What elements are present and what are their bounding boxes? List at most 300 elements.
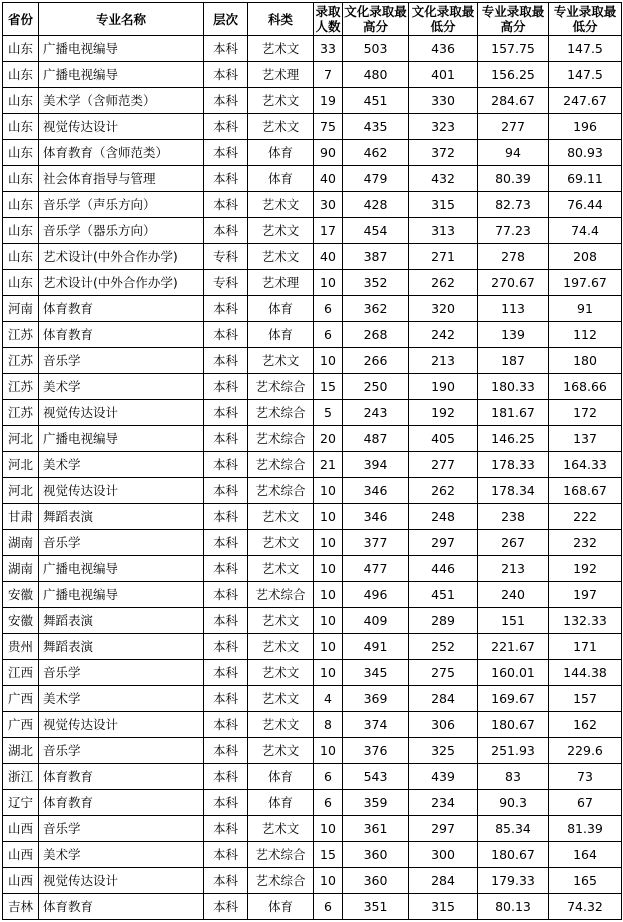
cell-culture-max: 543 (343, 764, 409, 790)
cell-major-max: 82.73 (478, 192, 549, 218)
cell-province: 山西 (3, 868, 39, 894)
cell-major-name: 音乐学（器乐方向） (39, 218, 204, 244)
cell-major-max: 213 (478, 556, 549, 582)
cell-category: 艺术文 (248, 504, 314, 530)
cell-admitted-count: 33 (314, 36, 343, 62)
cell-major-max: 270.67 (478, 270, 549, 296)
cell-province: 山东 (3, 270, 39, 296)
cell-culture-min: 192 (409, 400, 478, 426)
cell-province: 浙江 (3, 764, 39, 790)
cell-category: 艺术文 (248, 348, 314, 374)
header-category: 科类 (248, 3, 314, 36)
table-row (3, 478, 622, 504)
cell-admitted-count: 10 (314, 478, 343, 504)
cell-province: 安徽 (3, 582, 39, 608)
cell-category: 体育 (248, 764, 314, 790)
cell-culture-min: 323 (409, 114, 478, 140)
cell-level: 本科 (204, 608, 248, 634)
cell-level: 本科 (204, 894, 248, 920)
cell-major-name: 视觉传达设计 (39, 114, 204, 140)
cell-major-max: 169.67 (478, 686, 549, 712)
cell-culture-min: 401 (409, 62, 478, 88)
cell-level: 本科 (204, 816, 248, 842)
cell-culture-min: 248 (409, 504, 478, 530)
cell-major-min: 157 (549, 686, 622, 712)
cell-level: 本科 (204, 114, 248, 140)
cell-level: 本科 (204, 140, 248, 166)
header-level: 层次 (204, 3, 248, 36)
cell-category: 艺术文 (248, 816, 314, 842)
cell-major-min: 232 (549, 530, 622, 556)
cell-category: 体育 (248, 166, 314, 192)
cell-province: 河北 (3, 426, 39, 452)
cell-admitted-count: 20 (314, 426, 343, 452)
cell-category: 艺术文 (248, 738, 314, 764)
cell-level: 本科 (204, 790, 248, 816)
cell-admitted-count: 6 (314, 322, 343, 348)
cell-culture-min: 432 (409, 166, 478, 192)
cell-culture-max: 387 (343, 244, 409, 270)
cell-province: 江苏 (3, 400, 39, 426)
cell-major-max: 251.93 (478, 738, 549, 764)
header-admitted-count: 录取人数 (315, 4, 341, 34)
cell-major-max: 113 (478, 296, 549, 322)
cell-major-name: 体育教育 (39, 296, 204, 322)
cell-admitted-count: 10 (314, 738, 343, 764)
cell-major-max: 221.67 (478, 634, 549, 660)
cell-major-min: 74.4 (549, 218, 622, 244)
cell-culture-min: 271 (409, 244, 478, 270)
cell-culture-max: 479 (343, 166, 409, 192)
cell-major-name: 视觉传达设计 (39, 478, 204, 504)
table-row (3, 270, 622, 296)
cell-culture-max: 487 (343, 426, 409, 452)
cell-major-min: 196 (549, 114, 622, 140)
cell-culture-max: 369 (343, 686, 409, 712)
cell-province: 山东 (3, 192, 39, 218)
cell-culture-min: 451 (409, 582, 478, 608)
cell-major-max: 139 (478, 322, 549, 348)
table-row (3, 36, 622, 62)
cell-culture-min: 325 (409, 738, 478, 764)
cell-major-min: 180 (549, 348, 622, 374)
cell-level: 本科 (204, 218, 248, 244)
cell-culture-min: 284 (409, 686, 478, 712)
cell-province: 安徽 (3, 608, 39, 634)
cell-culture-min: 277 (409, 452, 478, 478)
cell-major-name: 广播电视编导 (39, 426, 204, 452)
cell-admitted-count: 30 (314, 192, 343, 218)
cell-level: 本科 (204, 582, 248, 608)
cell-major-max: 146.25 (478, 426, 549, 452)
cell-culture-min: 405 (409, 426, 478, 452)
cell-category: 艺术文 (248, 218, 314, 244)
cell-culture-min: 297 (409, 530, 478, 556)
cell-category: 艺术文 (248, 608, 314, 634)
cell-major-min: 192 (549, 556, 622, 582)
cell-culture-max: 243 (343, 400, 409, 426)
cell-major-name: 艺术设计(中外合作办学) (39, 270, 204, 296)
cell-culture-max: 351 (343, 894, 409, 920)
cell-level: 本科 (204, 738, 248, 764)
cell-culture-max: 360 (343, 868, 409, 894)
cell-province: 河北 (3, 478, 39, 504)
cell-province: 山东 (3, 36, 39, 62)
cell-major-max: 267 (478, 530, 549, 556)
cell-culture-min: 213 (409, 348, 478, 374)
cell-major-name: 广播电视编导 (39, 36, 204, 62)
cell-major-name: 美术学 (39, 842, 204, 868)
cell-culture-max: 394 (343, 452, 409, 478)
cell-major-min: 164.33 (549, 452, 622, 478)
cell-major-name: 社会体育指导与管理 (39, 166, 204, 192)
cell-level: 本科 (204, 530, 248, 556)
cell-major-name: 体育教育 (39, 894, 204, 920)
cell-major-min: 168.67 (549, 478, 622, 504)
cell-major-max: 278 (478, 244, 549, 270)
cell-category: 艺术综合 (248, 374, 314, 400)
cell-admitted-count: 17 (314, 218, 343, 244)
cell-major-max: 77.23 (478, 218, 549, 244)
cell-major-name: 音乐学 (39, 738, 204, 764)
cell-major-name: 美术学 (39, 374, 204, 400)
table-row (3, 140, 622, 166)
cell-culture-min: 297 (409, 816, 478, 842)
cell-major-min: 73 (549, 764, 622, 790)
table-row (3, 634, 622, 660)
cell-level: 本科 (204, 842, 248, 868)
cell-culture-max: 362 (343, 296, 409, 322)
cell-major-max: 238 (478, 504, 549, 530)
table-row (3, 868, 622, 894)
cell-admitted-count: 10 (314, 816, 343, 842)
cell-culture-min: 306 (409, 712, 478, 738)
cell-level: 专科 (204, 244, 248, 270)
cell-category: 艺术综合 (248, 400, 314, 426)
cell-major-min: 69.11 (549, 166, 622, 192)
cell-category: 艺术文 (248, 556, 314, 582)
cell-culture-min: 284 (409, 868, 478, 894)
cell-category: 艺术文 (248, 686, 314, 712)
cell-category: 体育 (248, 322, 314, 348)
cell-major-max: 180.33 (478, 374, 549, 400)
cell-major-max: 90.3 (478, 790, 549, 816)
cell-major-max: 178.33 (478, 452, 549, 478)
cell-major-name: 音乐学 (39, 816, 204, 842)
cell-province: 湖北 (3, 738, 39, 764)
cell-admitted-count: 10 (314, 660, 343, 686)
cell-major-name: 视觉传达设计 (39, 868, 204, 894)
table-row (3, 244, 622, 270)
cell-culture-min: 315 (409, 894, 478, 920)
cell-major-max: 178.34 (478, 478, 549, 504)
cell-category: 艺术综合 (248, 842, 314, 868)
cell-level: 本科 (204, 88, 248, 114)
cell-major-min: 147.5 (549, 36, 622, 62)
cell-admitted-count: 6 (314, 894, 343, 920)
cell-culture-max: 345 (343, 660, 409, 686)
cell-culture-max: 377 (343, 530, 409, 556)
cell-category: 艺术文 (248, 88, 314, 114)
header-major-max: 专业录取最高分 (478, 3, 549, 36)
cell-admitted-count: 4 (314, 686, 343, 712)
cell-major-min: 162 (549, 712, 622, 738)
cell-major-name: 视觉传达设计 (39, 712, 204, 738)
cell-category: 艺术文 (248, 530, 314, 556)
table-row (3, 712, 622, 738)
cell-admitted-count: 6 (314, 790, 343, 816)
table-row (3, 452, 622, 478)
cell-major-max: 80.39 (478, 166, 549, 192)
cell-culture-max: 435 (343, 114, 409, 140)
cell-category: 艺术综合 (248, 868, 314, 894)
cell-level: 本科 (204, 166, 248, 192)
cell-major-max: 277 (478, 114, 549, 140)
cell-category: 艺术文 (248, 244, 314, 270)
cell-major-min: 165 (549, 868, 622, 894)
cell-category: 艺术文 (248, 660, 314, 686)
cell-level: 本科 (204, 426, 248, 452)
cell-culture-max: 360 (343, 842, 409, 868)
cell-province: 山西 (3, 816, 39, 842)
cell-level: 本科 (204, 764, 248, 790)
cell-culture-min: 315 (409, 192, 478, 218)
cell-province: 河北 (3, 452, 39, 478)
cell-major-min: 222 (549, 504, 622, 530)
cell-admitted-count: 40 (314, 166, 343, 192)
cell-admitted-count: 21 (314, 452, 343, 478)
cell-category: 艺术综合 (248, 426, 314, 452)
cell-major-name: 音乐学 (39, 348, 204, 374)
header-major-min: 专业录取最低分 (549, 3, 622, 36)
cell-major-name: 舞蹈表演 (39, 634, 204, 660)
cell-admitted-count: 10 (314, 556, 343, 582)
cell-province: 山东 (3, 140, 39, 166)
cell-major-min: 171 (549, 634, 622, 660)
cell-major-max: 80.13 (478, 894, 549, 920)
cell-major-min: 172 (549, 400, 622, 426)
cell-culture-min: 275 (409, 660, 478, 686)
cell-province: 山东 (3, 62, 39, 88)
cell-culture-max: 477 (343, 556, 409, 582)
cell-major-max: 179.33 (478, 868, 549, 894)
cell-major-min: 81.39 (549, 816, 622, 842)
cell-level: 本科 (204, 400, 248, 426)
cell-major-min: 197.67 (549, 270, 622, 296)
cell-major-max: 180.67 (478, 712, 549, 738)
cell-culture-min: 446 (409, 556, 478, 582)
cell-culture-max: 454 (343, 218, 409, 244)
cell-admitted-count: 40 (314, 244, 343, 270)
table-row (3, 166, 622, 192)
cell-major-min: 168.66 (549, 374, 622, 400)
table-row (3, 62, 622, 88)
cell-culture-min: 436 (409, 36, 478, 62)
cell-culture-max: 266 (343, 348, 409, 374)
cell-level: 本科 (204, 868, 248, 894)
cell-admitted-count: 75 (314, 114, 343, 140)
cell-culture-max: 361 (343, 816, 409, 842)
cell-admitted-count: 19 (314, 88, 343, 114)
cell-admitted-count: 10 (314, 868, 343, 894)
cell-major-max: 240 (478, 582, 549, 608)
cell-culture-max: 376 (343, 738, 409, 764)
cell-category: 艺术综合 (248, 452, 314, 478)
header-culture-max: 文化录取最高分 (344, 4, 407, 34)
cell-category: 艺术文 (248, 192, 314, 218)
cell-major-name: 舞蹈表演 (39, 504, 204, 530)
cell-level: 本科 (204, 452, 248, 478)
cell-major-name: 广播电视编导 (39, 62, 204, 88)
cell-level: 本科 (204, 556, 248, 582)
cell-admitted-count: 10 (314, 504, 343, 530)
cell-province: 贵州 (3, 634, 39, 660)
cell-admitted-count: 10 (314, 530, 343, 556)
table-row (3, 296, 622, 322)
cell-major-name: 艺术设计(中外合作办学) (39, 244, 204, 270)
cell-province: 吉林 (3, 894, 39, 920)
cell-admitted-count: 6 (314, 296, 343, 322)
header-province: 省份 (3, 3, 39, 36)
cell-major-max: 187 (478, 348, 549, 374)
header-culture-min: 文化录取最低分 (409, 3, 478, 36)
table-row (3, 582, 622, 608)
cell-province: 山东 (3, 88, 39, 114)
cell-category: 体育 (248, 790, 314, 816)
cell-admitted-count: 5 (314, 400, 343, 426)
cell-major-min: 76.44 (549, 192, 622, 218)
header-row (3, 3, 622, 36)
cell-category: 艺术文 (248, 114, 314, 140)
cell-category: 艺术文 (248, 36, 314, 62)
cell-level: 本科 (204, 634, 248, 660)
cell-major-max: 151 (478, 608, 549, 634)
cell-major-name: 体育教育 (39, 322, 204, 348)
cell-category: 艺术文 (248, 712, 314, 738)
cell-culture-max: 346 (343, 478, 409, 504)
cell-culture-max: 359 (343, 790, 409, 816)
cell-level: 本科 (204, 36, 248, 62)
cell-province: 山东 (3, 218, 39, 244)
cell-major-max: 83 (478, 764, 549, 790)
cell-culture-min: 242 (409, 322, 478, 348)
cell-province: 广西 (3, 686, 39, 712)
cell-major-min: 247.67 (549, 88, 622, 114)
cell-major-name: 美术学 (39, 452, 204, 478)
cell-major-min: 137 (549, 426, 622, 452)
cell-major-name: 音乐学 (39, 530, 204, 556)
cell-culture-max: 268 (343, 322, 409, 348)
cell-culture-min: 372 (409, 140, 478, 166)
cell-admitted-count: 8 (314, 712, 343, 738)
cell-culture-min: 234 (409, 790, 478, 816)
table-body (3, 36, 622, 920)
cell-major-name: 广播电视编导 (39, 556, 204, 582)
table-row (3, 374, 622, 400)
cell-category: 体育 (248, 894, 314, 920)
cell-admitted-count: 7 (314, 62, 343, 88)
table-row (3, 504, 622, 530)
cell-major-min: 112 (549, 322, 622, 348)
cell-major-name: 美术学（含师范类） (39, 88, 204, 114)
table-row (3, 738, 622, 764)
cell-major-min: 80.93 (549, 140, 622, 166)
cell-province: 江苏 (3, 322, 39, 348)
cell-major-name: 视觉传达设计 (39, 400, 204, 426)
table-row (3, 400, 622, 426)
cell-culture-max: 480 (343, 62, 409, 88)
cell-major-min: 67 (549, 790, 622, 816)
cell-province: 辽宁 (3, 790, 39, 816)
table-row (3, 322, 622, 348)
table-row (3, 348, 622, 374)
cell-major-max: 85.34 (478, 816, 549, 842)
cell-major-max: 284.67 (478, 88, 549, 114)
cell-major-name: 体育教育（含师范类） (39, 140, 204, 166)
cell-province: 江苏 (3, 374, 39, 400)
cell-major-min: 229.6 (549, 738, 622, 764)
cell-level: 本科 (204, 478, 248, 504)
cell-level: 本科 (204, 504, 248, 530)
cell-category: 体育 (248, 140, 314, 166)
cell-level: 本科 (204, 192, 248, 218)
cell-category: 艺术理 (248, 62, 314, 88)
cell-level: 本科 (204, 374, 248, 400)
cell-culture-max: 409 (343, 608, 409, 634)
cell-culture-max: 503 (343, 36, 409, 62)
cell-level: 本科 (204, 686, 248, 712)
cell-culture-max: 496 (343, 582, 409, 608)
table-row (3, 816, 622, 842)
cell-major-max: 94 (478, 140, 549, 166)
cell-major-name: 广播电视编导 (39, 582, 204, 608)
cell-culture-min: 190 (409, 374, 478, 400)
cell-level: 本科 (204, 348, 248, 374)
cell-culture-min: 252 (409, 634, 478, 660)
cell-level: 本科 (204, 660, 248, 686)
table-row (3, 660, 622, 686)
cell-province: 江西 (3, 660, 39, 686)
cell-major-min: 144.38 (549, 660, 622, 686)
cell-culture-min: 300 (409, 842, 478, 868)
cell-province: 湖南 (3, 530, 39, 556)
cell-major-name: 音乐学 (39, 660, 204, 686)
cell-admitted-count: 6 (314, 764, 343, 790)
cell-category: 体育 (248, 296, 314, 322)
cell-province: 山西 (3, 842, 39, 868)
cell-province: 甘肃 (3, 504, 39, 530)
cell-culture-min: 320 (409, 296, 478, 322)
table-row (3, 842, 622, 868)
cell-culture-min: 439 (409, 764, 478, 790)
cell-culture-max: 346 (343, 504, 409, 530)
cell-major-min: 132.33 (549, 608, 622, 634)
cell-province: 江苏 (3, 348, 39, 374)
cell-level: 本科 (204, 712, 248, 738)
cell-admitted-count: 10 (314, 348, 343, 374)
cell-admitted-count: 90 (314, 140, 343, 166)
cell-major-min: 91 (549, 296, 622, 322)
cell-category: 艺术理 (248, 270, 314, 296)
cell-admitted-count: 15 (314, 842, 343, 868)
cell-major-min: 164 (549, 842, 622, 868)
cell-admitted-count: 10 (314, 270, 343, 296)
cell-major-name: 体育教育 (39, 764, 204, 790)
cell-major-min: 208 (549, 244, 622, 270)
cell-admitted-count: 10 (314, 608, 343, 634)
cell-culture-max: 491 (343, 634, 409, 660)
cell-major-min: 74.32 (549, 894, 622, 920)
